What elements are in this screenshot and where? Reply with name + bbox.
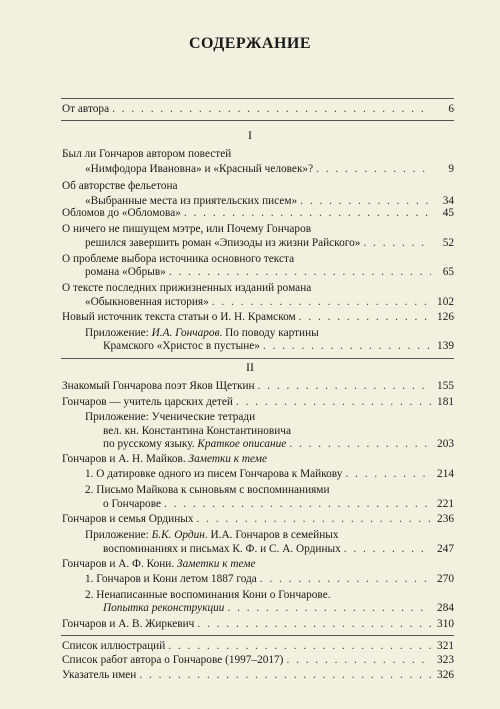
toc-entry[interactable]: по русскому языку. Краткое описание . . . 203	[103, 436, 454, 452]
page-number: 52	[442, 237, 454, 249]
page-number: 9	[448, 163, 454, 175]
page-number: 102	[437, 296, 454, 308]
toc-entry[interactable]: романа «Обрыв» . . . 65	[85, 264, 454, 280]
toc-entry[interactable]: Был ли Гончаров автором повестей	[62, 148, 232, 160]
toc-entry[interactable]: о Гончарове . . . 221	[103, 496, 454, 512]
page-number: 321	[437, 640, 454, 652]
page-number: 65	[442, 266, 454, 278]
page-number: 310	[437, 618, 454, 630]
toc-entry[interactable]: Обломов до «Обломова» . . . 45	[62, 205, 454, 221]
page-number: 323	[437, 654, 454, 666]
toc-entry[interactable]: Список работ автора о Гончарове (1997–2017) . . . 323	[62, 652, 454, 668]
page-number: 45	[442, 207, 454, 219]
toc-entry[interactable]: «Обыкновенная история» . . . 102	[85, 294, 454, 310]
toc-entry[interactable]: Гончаров и А. Ф. Кони. Заметки к теме	[62, 558, 256, 570]
toc-entry[interactable]: Гончаров — учитель царских детей . . . 181	[62, 394, 454, 410]
page-number: 155	[437, 380, 454, 392]
page-number: 126	[437, 311, 454, 323]
toc-entry[interactable]: Указатель имен . . . 326	[62, 667, 454, 683]
toc-entry[interactable]: О ничего не пишущем мэтре, или Почему Гончаров	[62, 223, 312, 235]
toc-entry[interactable]: Приложение: И.А. Гончаров. По поводу картины	[85, 327, 319, 339]
toc-entry[interactable]: 2. Ненаписанные воспоминания Кони о Гончарове.	[85, 589, 331, 601]
page-number: 34	[442, 195, 454, 207]
page-number: 181	[437, 396, 454, 408]
page-number: 214	[437, 468, 454, 480]
toc-entry[interactable]: вел. кн. Константина Константиновича	[103, 425, 291, 437]
toc-entry[interactable]: 1. Гончаров и Кони летом 1887 года . . . 270	[85, 571, 454, 587]
toc-entry[interactable]: О проблеме выбора источника основного текста	[62, 253, 295, 265]
page-number: 6	[448, 103, 454, 115]
toc-entry[interactable]: Об авторстве фельетона	[62, 180, 178, 192]
toc-entry[interactable]: Крамского «Христос в пустыне» . . . 139	[103, 338, 454, 354]
page-number: 203	[437, 438, 454, 450]
toc-entry[interactable]: Гончаров и А. Н. Майков. Заметки к теме	[62, 453, 267, 465]
page-number: 247	[437, 543, 454, 555]
page-number: 326	[437, 669, 454, 681]
page-title: СОДЕРЖАНИЕ	[188, 35, 312, 52]
page-number: 236	[437, 513, 454, 525]
section-heading: I	[248, 128, 252, 142]
section-heading: II	[246, 360, 254, 374]
divider	[61, 120, 454, 121]
page-number: 139	[437, 340, 454, 352]
toc-entry[interactable]: 2. Письмо Майкова к сыновьям с воспоминаниями	[85, 484, 330, 496]
page-number: 270	[437, 573, 454, 585]
toc-entry[interactable]: воспоминаниях и письмах К. Ф. и С. А. Ординых . . . 247	[103, 541, 454, 557]
toc-entry[interactable]: «Нимфодора Ивановна» и «Красный человек»? . . . 9	[85, 161, 454, 177]
toc-entry[interactable]: решился завершить роман «Эпизоды из жизни Райского» . . . 52	[85, 235, 454, 251]
toc-entry[interactable]: Новый источник текста статьи о И. Н. Крамском . . . 126	[62, 309, 454, 325]
toc-entry[interactable]: 1. О датировке одного из писем Гончарова к Майкову . . . 214	[85, 466, 454, 482]
toc-entry[interactable]: Знакомый Гончарова поэт Яков Щеткин . . . 155	[62, 378, 454, 394]
toc-entry[interactable]: Список иллюстраций . . . 321	[62, 638, 454, 654]
page-number: 221	[437, 498, 454, 510]
toc-entry[interactable]: Гончаров и семья Ординых . . . 236	[62, 511, 454, 527]
divider	[61, 98, 454, 99]
toc-entry[interactable]: Попытка реконструкции . . . 284	[103, 600, 454, 616]
toc-entry[interactable]: «Выбранные места из приятельских писем» . . . 34	[85, 193, 454, 209]
divider	[61, 358, 454, 359]
toc-entry[interactable]: О тексте последних прижизненных изданий романа	[62, 282, 312, 294]
divider	[61, 635, 454, 636]
toc-entry[interactable]: Приложение: Ученические тетради	[85, 411, 256, 423]
page-number: 284	[437, 602, 454, 614]
toc-entry-preface[interactable]: От автора . . . 6	[62, 101, 454, 117]
toc-entry[interactable]: Приложение: Б.К. Ордин. И.А. Гончаров в семейных	[85, 529, 339, 541]
toc-entry[interactable]: Гончаров и А. В. Жиркевич . . . 310	[62, 616, 454, 632]
